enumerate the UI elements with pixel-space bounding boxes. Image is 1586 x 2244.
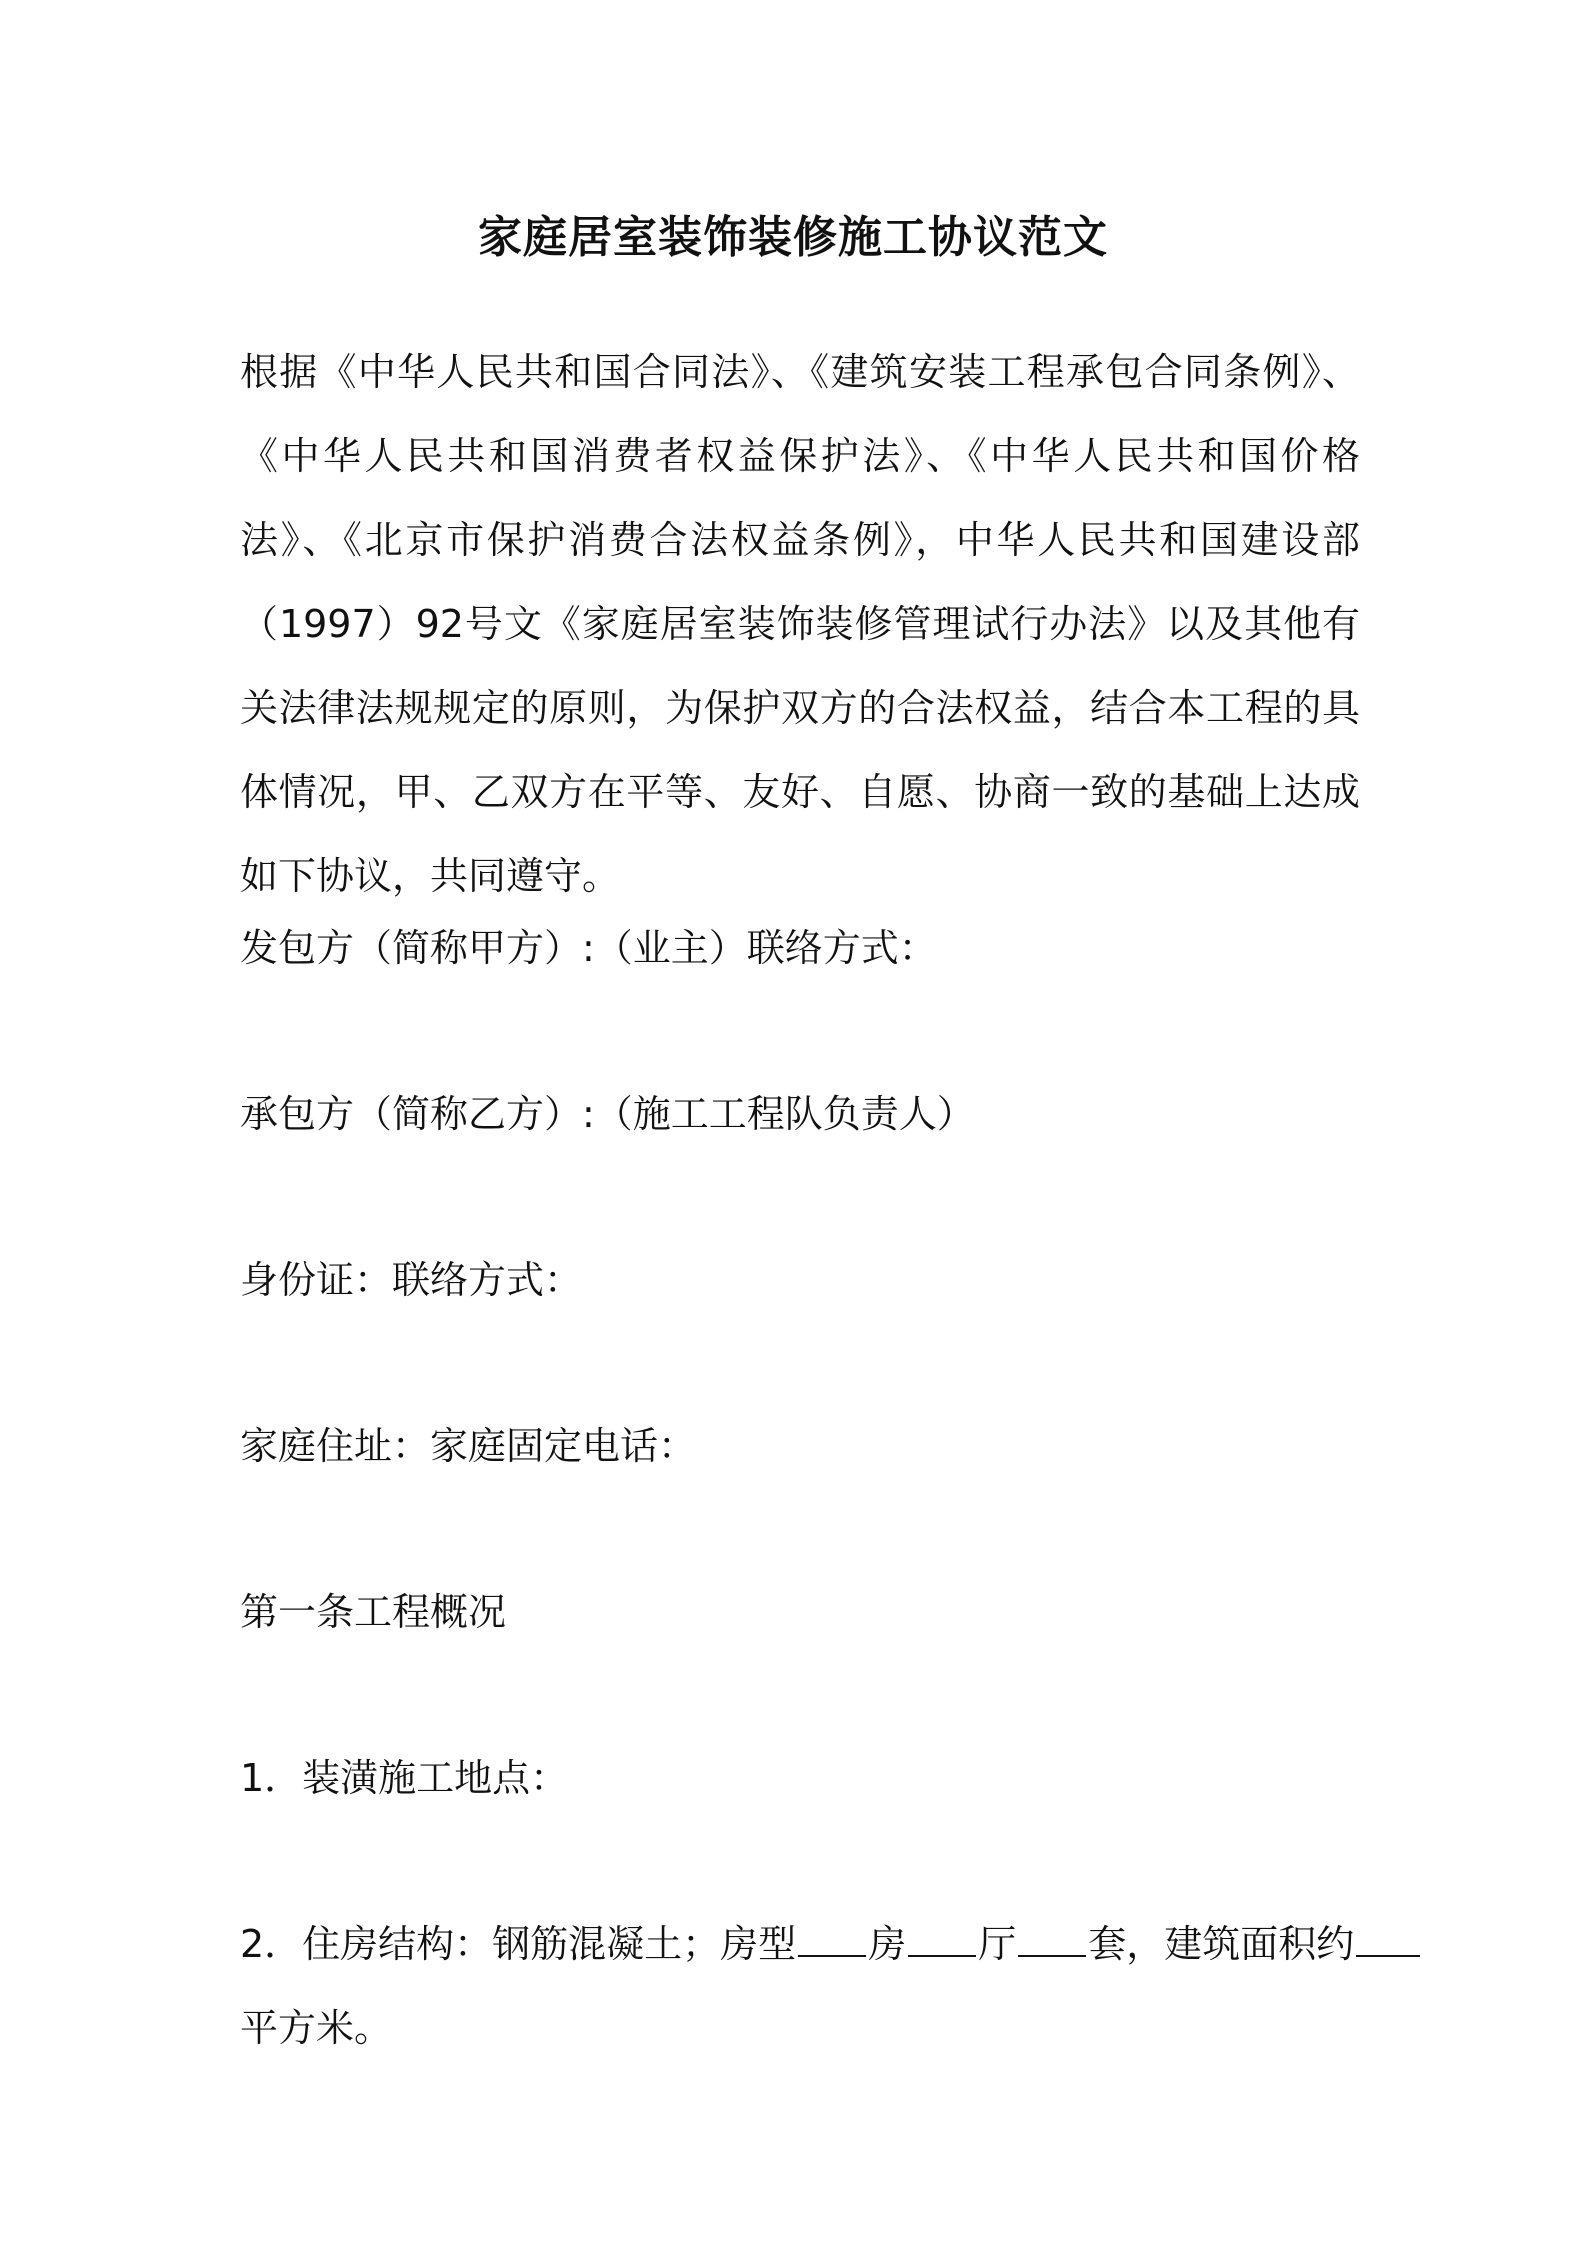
intro-paragraph: 根据《中华人民共和国合同法》、《建筑安装工程承包合同条例》、《中华人民共和国消费者权益保护法》、《中华人民共和国价格法》、《北京市保护消费合法权益条例》，中华人民共和国建设部（1997）92号文《家庭居室装饰装修管理试行办法》以及其他有关法律法规规定的原则，为保护双方的合法权益，结合本工程的具体情况，甲、乙双方在平等、友好、自愿、协商一致的基础上达成如下协议，共同遵守。 bbox=[240, 350, 1360, 898]
party-a-line: 发包方（简称甲方）:（业主）联络方式： bbox=[240, 926, 937, 970]
id-card-line: 身份证：联络方式： bbox=[240, 1258, 583, 1302]
item2-prefix: 2．住房结构：钢筋混凝土；房型 bbox=[240, 1922, 797, 1966]
item2-unit: 套，建筑面积约 bbox=[1088, 1922, 1355, 1966]
article1-heading: 第一条工程概况 bbox=[240, 1590, 507, 1634]
item2-suffix: 平方米。 bbox=[240, 2006, 393, 2050]
address-line: 家庭住址：家庭固定电话： bbox=[240, 1424, 697, 1468]
item2-room: 房 bbox=[868, 1922, 907, 1966]
room-count-blank bbox=[798, 1917, 866, 1957]
hall-count-blank bbox=[908, 1917, 976, 1957]
document-title: 家庭居室装饰装修施工协议范文 bbox=[478, 212, 1108, 263]
item2-hall: 厅 bbox=[978, 1922, 1017, 1966]
item1-line: 1．装潢施工地点： bbox=[240, 1756, 569, 1800]
area-blank bbox=[1356, 1917, 1420, 1957]
party-b-line: 承包方（简称乙方）:（施工工程队负责人） bbox=[240, 1092, 975, 1136]
item2-line bbox=[240, 1914, 1360, 1974]
unit-count-blank bbox=[1018, 1917, 1086, 1957]
